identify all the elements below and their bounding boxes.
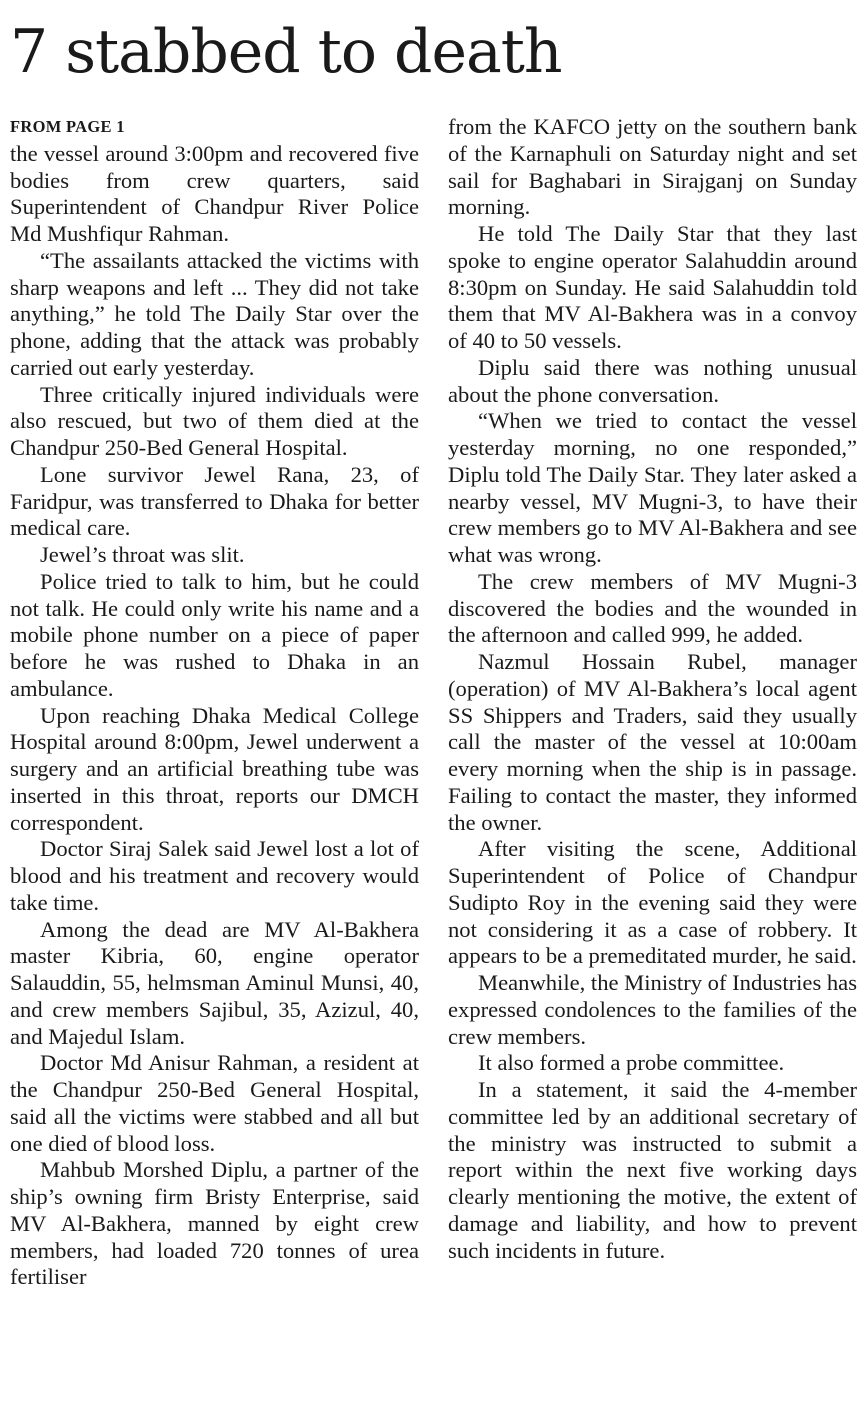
paragraph: Nazmul Hossain Rubel, manager (operation) of MV Al-Bakhera’s local agent SS Shippers and Traders, said they usually call the master of the vessel at 10:00am every morning when the ship is in passage. Failing to contact the master, they informed the owner. [448,649,857,835]
paragraph: Doctor Siraj Salek said Jewel lost a lot of blood and his treatment and recovery would take time. [10,836,419,915]
paragraph: Jewel’s throat was slit. [40,542,245,567]
kicker-from-page: FROM PAGE 1 [10,117,125,136]
paragraph: He told The Daily Star that they last spoke to engine operator Salahuddin around 8:30pm on Sunday. He said Salahuddin told them that MV Al-Bakhera was in a convoy of 40 to 50 vessels. [448,221,857,353]
paragraph: After visiting the scene, Additional Superintendent of Police of Chandpur Sudipto Roy in the evening said they were not considering it as a case of robbery. It appears to be a premeditated murder, he said. [448,836,857,969]
paragraph: Lone survivor Jewel Rana, 23, of Faridpur, was transferred to Dhaka for better medical care. [10,461,419,541]
paragraph: Upon reaching Dhaka Medical College Hospital around 8:00pm, Jewel underwent a surgery and an artificial breathing tube was inserted in this throat, reports our DMCH correspondent. [10,702,419,835]
paragraph: “When we tried to contact the vessel yesterday morning, no one responded,” Diplu told The Daily Star. They later asked a nearby vessel, MV Mugni-3, to have their crew members go to MV Al-Bakhera and see what was wrong. [448,408,857,567]
paragraph: Police tried to talk to him, but he could not talk. He could only write his name and a mobile phone number on a piece of paper before he was rushed to Dhaka in an ambulance. [10,568,419,701]
paragraph: “The assailants attacked the victims with sharp weapons and left ... They did not take anything,” he told The Daily Star over the phone, adding that the attack was probably carried out early yesterday. [10,247,419,380]
paragraph: Diplu said there was nothing unusual about the phone conversation. [448,354,857,407]
paragraph: Among the dead are MV Al-Bakhera master Kibria, 60, engine operator Salauddin, 55, helmsman Aminul Munsi, 40, and crew members Sajibul, 35, Azizul, 40, and Majedul Islam. [10,916,419,1049]
paragraph: The crew members of MV Mugni-3 discovered the bodies and the wounded in the afternoon and called 999, he added. [448,568,857,648]
paragraph: Doctor Md Anisur Rahman, a resident at the Chandpur 250-Bed General Hospital, said all the victims were stabbed and all but one died of blood loss. [10,1050,419,1156]
paragraph: Mahbub Morshed Diplu, a partner of the ship’s owning firm Bristy Enterprise, said MV Al-Bakhera, manned by eight crew members, had loaded 720 tonnes of urea fertiliser [10,1157,419,1290]
paragraph: It also formed a probe committee. [478,1050,785,1076]
article-column-right [448,114,857,1264]
article-column-left [10,114,419,1291]
paragraph: from the KAFCO jetty on the southern bank of the Karnaphuli on Saturday night and set sail for Baghabari in Sirajganj on Sunday morning. [448,114,857,220]
paragraph: In a statement, it said the 4-member committee led by an additional secretary of the ministry was instructed to submit a report within the next five working days clearly mentioning the motive, the extent of damage and liability, and how to prevent such incidents in future. [448,1077,857,1263]
paragraph: the vessel around 3:00pm and recovered five bodies from crew quarters, said Superintendent of Chandpur River Police Md Mushfiqur Rahman. [10,140,419,246]
paragraph: Three critically injured individuals were also rescued, but two of them died at the Chandpur 250-Bed General Hospital. [10,381,419,460]
headline: 7 stabbed to death [10,17,562,87]
paragraph: Meanwhile, the Ministry of Industries has expressed condolences to the families of the crew members. [448,970,858,1049]
